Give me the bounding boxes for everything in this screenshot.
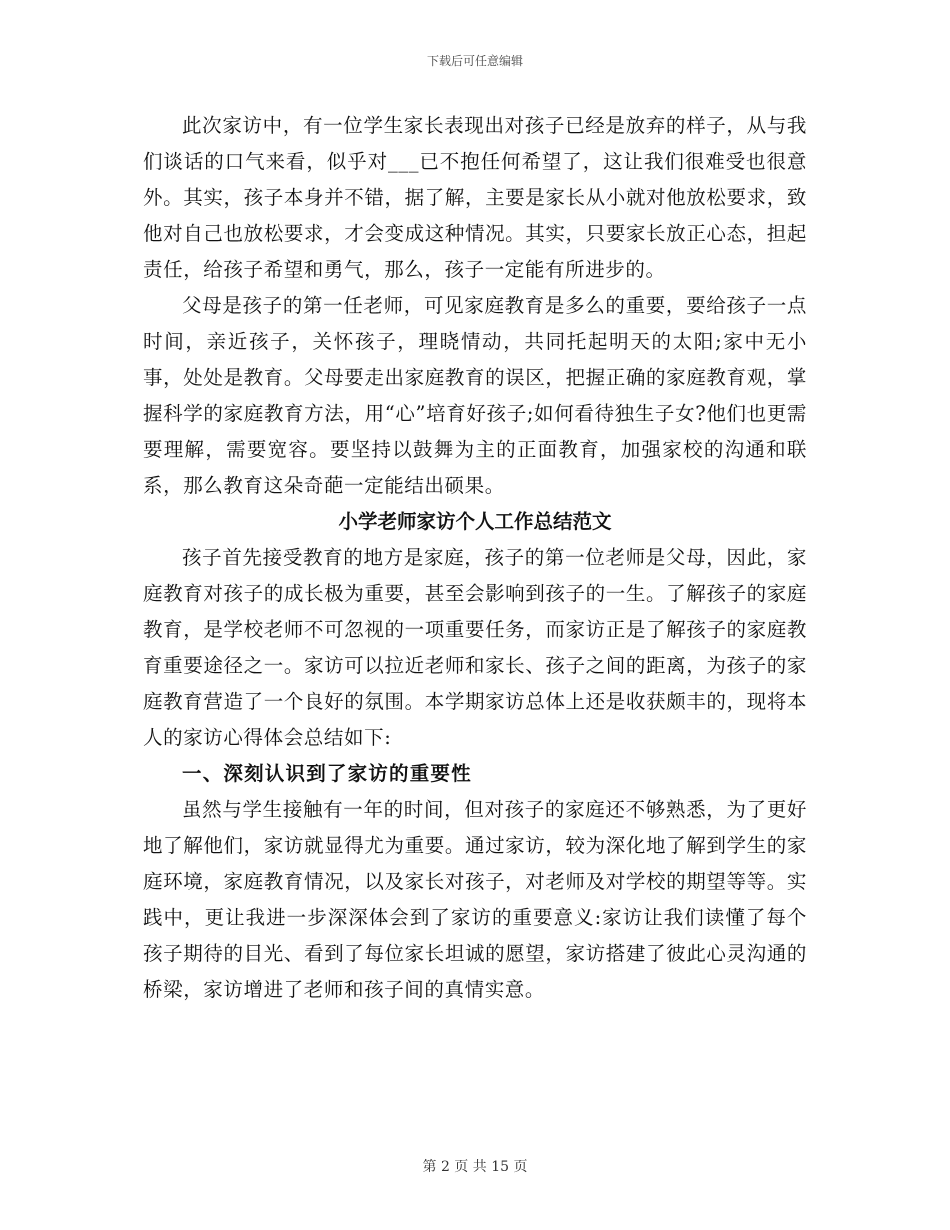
document-body	[143, 108, 807, 1008]
paragraph-introduction: 孩子首先接受教育的地方是家庭，孩子的第一位老师是父母，因此，家庭教育对孩子的成长极为重要，甚至会影响到孩子的一生。了解孩子的家庭教育，是学校老师不可忽视的一项重要任务，而家访正是了解孩子的家庭教育重要途径之一。家访可以拉近老师和家长、孩子之间的距离，为孩子的家庭教育营造了一个良好的氛围。本学期家访总体上还是收获颇丰的，现将本人的家访心得体会总结如下:	[143, 546, 807, 749]
subheading-importance: 一、深刻认识到了家访的重要性	[182, 762, 472, 785]
page-number: 第 2 页 共 15 页	[422, 1159, 528, 1175]
section-title: 小学老师家访个人工作总结范文	[338, 510, 612, 533]
paragraph-family-education: 父母是孩子的第一任老师，可见家庭教育是多么的重要，要给孩子一点时间，亲近孩子，关怀孩子，理晓情动，共同托起明天的太阳;家中无小事，处处是教育。父母要走出家庭教育的误区，把握正确的家庭教育观，掌握科学的家庭教育方法，用“心”培育好孩子;如何看待独生子女?他们也更需要理解，需要宽容。要坚持以鼓舞为主的正面教育，加强家校的沟通和联系，那么教育这朵奇葩一定能结出硕果。	[143, 294, 807, 497]
paragraph-importance: 虽然与学生接触有一年的时间，但对孩子的家庭还不够熟悉，为了更好地了解他们，家访就显得尤为重要。通过家访，较为深化地了解到学生的家庭环境，家庭教育情况，以及家长对孩子，对老师及对学校的期望等等。实践中，更让我进一步深深体会到了家访的重要意义:家访让我们读懂了每个孩子期待的目光、看到了每位家长坦诚的愿望，家访搭建了彼此心灵沟通的桥梁，家访增进了老师和孩子间的真情实意。	[143, 798, 807, 1001]
paragraph-home-visit-case: 此次家访中，有一位学生家长表现出对孩子已经是放弃的样子，从与我们谈话的口气来看，似乎对___已不抱任何希望了，这让我们很难受也很意外。其实，孩子本身并不错，据了解，主要是家长从小就对他放松要求，致他对自己也放松要求，才会变成这种情况。其实，只要家长放正心态，担起责任，给孩子希望和勇气，那么，孩子一定能有所进步的。	[143, 114, 807, 281]
page-header: 下载后可任意编辑	[426, 54, 523, 68]
